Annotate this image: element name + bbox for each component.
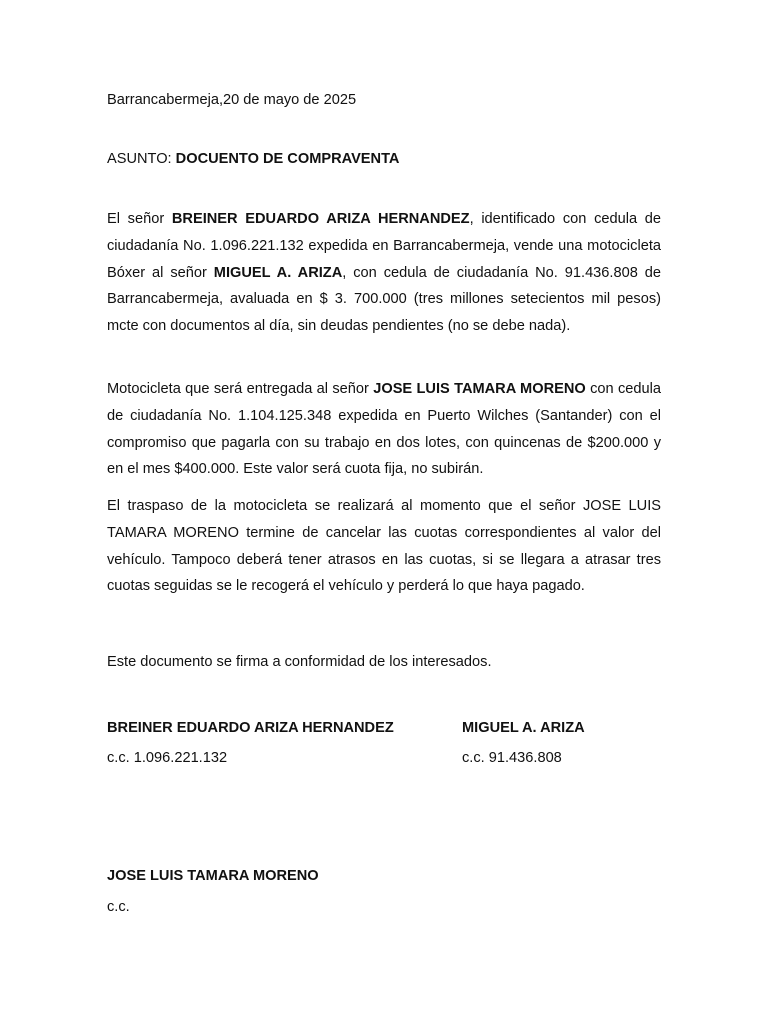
signature-receiver-name: JOSE LUIS TAMARA MORENO: [107, 868, 319, 884]
closing-statement: Este documento se firma a conformidad de los interesados.: [107, 654, 492, 670]
paragraph-sale-text-1: El señor: [107, 211, 172, 227]
paragraph-delivery-text-2: con cedula de ciudadanía No. 1.104.125.348 expedida en Puerto Wilches (Santander) con el compromiso que pagarla con su trabajo en dos lotes, con quincenas de $200.000 y en el mes $400.000. Este valor será cuota fija, no subirán.: [107, 381, 661, 478]
paragraph-delivery-text-1: Motocicleta que será entregada al señor: [107, 381, 374, 397]
receiver-name: JOSE LUIS TAMARA MORENO: [373, 381, 586, 397]
place-date: Barrancabermeja,20 de mayo de 2025: [107, 92, 357, 108]
subject-title: DOCUENTO DE COMPRAVENTA: [175, 151, 400, 167]
signature-seller-id: c.c. 1.096.221.132: [107, 750, 228, 766]
signature-buyer-id: c.c. 91.436.808: [462, 750, 562, 766]
signature-receiver-id: c.c.: [107, 899, 130, 915]
paragraph-sale-text-2: , identificado con cedula de ciudadanía No. 1.096.221.132 expedida en Barrancabermeja, vende una motocicleta Bóxer al señor: [107, 211, 662, 281]
buyer-name: MIGUEL A. ARIZA: [213, 264, 343, 281]
paragraph-sale-text-3: , con cedula de ciudadanía No. 91.436.808 de Barrancabermeja, avaluada en $ 3. 700.000 (tres millones setecientos mil pesos) mcte con documentos al día, sin deudas pendientes (no se debe nada).: [107, 264, 661, 335]
paragraph-sale: [107, 206, 661, 340]
paragraph-delivery: [107, 376, 661, 483]
subject-label: ASUNTO:: [107, 151, 176, 167]
signature-seller-name: BREINER EDUARDO ARIZA HERNANDEZ: [107, 720, 394, 736]
signature-buyer-name: MIGUEL A. ARIZA: [462, 720, 585, 736]
subject-line: [107, 150, 399, 168]
paragraph-transfer: El traspaso de la motocicleta se realizará al momento que el señor JOSE LUIS TAMARA MORENO termine de cancelar las cuotas correspondientes al valor del vehículo. Tampoco deberá tener atrasos en las cuotas, si se llegara a atrasar tres cuotas seguidas se le recogerá el vehículo y perderá lo que haya pagado.: [107, 498, 661, 595]
seller-name: BREINER EDUARDO ARIZA HERNANDEZ: [171, 211, 470, 227]
